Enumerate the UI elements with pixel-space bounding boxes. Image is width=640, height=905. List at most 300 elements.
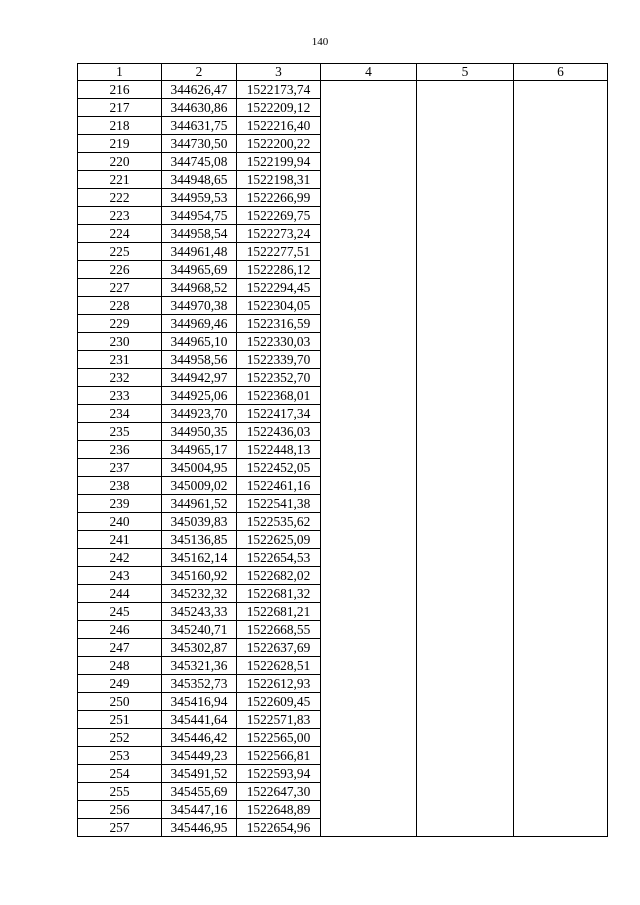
table-row bbox=[78, 405, 608, 423]
table-row bbox=[78, 423, 608, 441]
point-number-cell: 229 bbox=[78, 315, 162, 333]
y-coordinate-cell: 1522625,09 bbox=[237, 531, 321, 549]
empty-cell bbox=[417, 81, 514, 99]
point-number-cell: 223 bbox=[78, 207, 162, 225]
y-coordinate-cell: 1522452,05 bbox=[237, 459, 321, 477]
table-row bbox=[78, 549, 608, 567]
point-number-cell: 228 bbox=[78, 297, 162, 315]
y-coordinate-cell: 1522417,34 bbox=[237, 405, 321, 423]
point-number-cell: 244 bbox=[78, 585, 162, 603]
point-number-cell: 218 bbox=[78, 117, 162, 135]
empty-cell bbox=[514, 585, 608, 603]
empty-cell bbox=[321, 333, 417, 351]
point-number-cell: 216 bbox=[78, 81, 162, 99]
empty-cell bbox=[417, 387, 514, 405]
empty-cell bbox=[321, 477, 417, 495]
empty-cell bbox=[417, 243, 514, 261]
empty-cell bbox=[417, 117, 514, 135]
x-coordinate-cell: 345240,71 bbox=[162, 621, 237, 639]
point-number-cell: 246 bbox=[78, 621, 162, 639]
empty-cell bbox=[514, 351, 608, 369]
x-coordinate-cell: 344958,56 bbox=[162, 351, 237, 369]
y-coordinate-cell: 1522681,32 bbox=[237, 585, 321, 603]
table-body bbox=[78, 81, 608, 837]
empty-cell bbox=[417, 207, 514, 225]
y-coordinate-cell: 1522330,03 bbox=[237, 333, 321, 351]
y-coordinate-cell: 1522647,30 bbox=[237, 783, 321, 801]
empty-cell bbox=[417, 783, 514, 801]
empty-cell bbox=[321, 747, 417, 765]
empty-cell bbox=[417, 711, 514, 729]
empty-cell bbox=[321, 207, 417, 225]
empty-cell bbox=[514, 225, 608, 243]
table-row bbox=[78, 135, 608, 153]
empty-cell bbox=[417, 225, 514, 243]
empty-cell bbox=[514, 675, 608, 693]
table-row bbox=[78, 621, 608, 639]
empty-cell bbox=[417, 423, 514, 441]
empty-cell bbox=[514, 549, 608, 567]
y-coordinate-cell: 1522173,74 bbox=[237, 81, 321, 99]
y-coordinate-cell: 1522286,12 bbox=[237, 261, 321, 279]
y-coordinate-cell: 1522209,12 bbox=[237, 99, 321, 117]
table-row bbox=[78, 693, 608, 711]
empty-cell bbox=[321, 783, 417, 801]
x-coordinate-cell: 344968,52 bbox=[162, 279, 237, 297]
x-coordinate-cell: 345446,42 bbox=[162, 729, 237, 747]
y-coordinate-cell: 1522461,16 bbox=[237, 477, 321, 495]
point-number-cell: 249 bbox=[78, 675, 162, 693]
empty-cell bbox=[417, 675, 514, 693]
empty-cell bbox=[321, 657, 417, 675]
point-number-cell: 243 bbox=[78, 567, 162, 585]
empty-cell bbox=[321, 459, 417, 477]
point-number-cell: 230 bbox=[78, 333, 162, 351]
empty-cell bbox=[321, 135, 417, 153]
x-coordinate-cell: 345491,52 bbox=[162, 765, 237, 783]
point-number-cell: 242 bbox=[78, 549, 162, 567]
empty-cell bbox=[321, 495, 417, 513]
table-row bbox=[78, 801, 608, 819]
empty-cell bbox=[514, 783, 608, 801]
y-coordinate-cell: 1522654,53 bbox=[237, 549, 321, 567]
empty-cell bbox=[514, 531, 608, 549]
empty-cell bbox=[417, 99, 514, 117]
table-row bbox=[78, 477, 608, 495]
table-row bbox=[78, 261, 608, 279]
empty-cell bbox=[321, 801, 417, 819]
empty-cell bbox=[417, 567, 514, 585]
table-row bbox=[78, 315, 608, 333]
y-coordinate-cell: 1522612,93 bbox=[237, 675, 321, 693]
column-header-5: 5 bbox=[417, 64, 514, 81]
empty-cell bbox=[417, 315, 514, 333]
y-coordinate-cell: 1522535,62 bbox=[237, 513, 321, 531]
x-coordinate-cell: 345446,95 bbox=[162, 819, 237, 837]
y-coordinate-cell: 1522198,31 bbox=[237, 171, 321, 189]
empty-cell bbox=[321, 369, 417, 387]
empty-cell bbox=[514, 333, 608, 351]
x-coordinate-cell: 345352,73 bbox=[162, 675, 237, 693]
table-row bbox=[78, 117, 608, 135]
empty-cell bbox=[417, 333, 514, 351]
empty-cell bbox=[514, 477, 608, 495]
table-row bbox=[78, 819, 608, 837]
empty-cell bbox=[321, 387, 417, 405]
empty-cell bbox=[321, 189, 417, 207]
table-row bbox=[78, 279, 608, 297]
empty-cell bbox=[417, 693, 514, 711]
table-row bbox=[78, 171, 608, 189]
x-coordinate-cell: 344969,46 bbox=[162, 315, 237, 333]
x-coordinate-cell: 345243,33 bbox=[162, 603, 237, 621]
x-coordinate-cell: 344630,86 bbox=[162, 99, 237, 117]
y-coordinate-cell: 1522593,94 bbox=[237, 765, 321, 783]
table-row bbox=[78, 495, 608, 513]
point-number-cell: 254 bbox=[78, 765, 162, 783]
empty-cell bbox=[417, 639, 514, 657]
x-coordinate-cell: 344942,97 bbox=[162, 369, 237, 387]
empty-cell bbox=[417, 765, 514, 783]
table-row bbox=[78, 333, 608, 351]
empty-cell bbox=[321, 765, 417, 783]
empty-cell bbox=[514, 747, 608, 765]
y-coordinate-cell: 1522273,24 bbox=[237, 225, 321, 243]
empty-cell bbox=[514, 315, 608, 333]
point-number-cell: 239 bbox=[78, 495, 162, 513]
empty-cell bbox=[514, 135, 608, 153]
y-coordinate-cell: 1522304,05 bbox=[237, 297, 321, 315]
empty-cell bbox=[514, 171, 608, 189]
table-row bbox=[78, 369, 608, 387]
point-number-cell: 217 bbox=[78, 99, 162, 117]
empty-cell bbox=[514, 657, 608, 675]
point-number-cell: 222 bbox=[78, 189, 162, 207]
y-coordinate-cell: 1522609,45 bbox=[237, 693, 321, 711]
point-number-cell: 226 bbox=[78, 261, 162, 279]
table-row bbox=[78, 675, 608, 693]
empty-cell bbox=[514, 765, 608, 783]
empty-cell bbox=[514, 81, 608, 99]
empty-cell bbox=[417, 351, 514, 369]
x-coordinate-cell: 344954,75 bbox=[162, 207, 237, 225]
point-number-cell: 245 bbox=[78, 603, 162, 621]
x-coordinate-cell: 344959,53 bbox=[162, 189, 237, 207]
point-number-cell: 247 bbox=[78, 639, 162, 657]
empty-cell bbox=[417, 297, 514, 315]
table-row bbox=[78, 765, 608, 783]
y-coordinate-cell: 1522541,38 bbox=[237, 495, 321, 513]
x-coordinate-cell: 345447,16 bbox=[162, 801, 237, 819]
empty-cell bbox=[417, 801, 514, 819]
empty-cell bbox=[321, 261, 417, 279]
empty-cell bbox=[514, 495, 608, 513]
empty-cell bbox=[321, 99, 417, 117]
x-coordinate-cell: 345416,94 bbox=[162, 693, 237, 711]
table-row bbox=[78, 531, 608, 549]
point-number-cell: 256 bbox=[78, 801, 162, 819]
y-coordinate-cell: 1522339,70 bbox=[237, 351, 321, 369]
empty-cell bbox=[514, 441, 608, 459]
table-row bbox=[78, 153, 608, 171]
point-number-cell: 220 bbox=[78, 153, 162, 171]
x-coordinate-cell: 344631,75 bbox=[162, 117, 237, 135]
empty-cell bbox=[417, 531, 514, 549]
x-coordinate-cell: 344923,70 bbox=[162, 405, 237, 423]
empty-cell bbox=[514, 189, 608, 207]
empty-cell bbox=[417, 441, 514, 459]
column-header-4: 4 bbox=[321, 64, 417, 81]
table-row bbox=[78, 459, 608, 477]
table-row bbox=[78, 513, 608, 531]
empty-cell bbox=[417, 657, 514, 675]
point-number-cell: 221 bbox=[78, 171, 162, 189]
y-coordinate-cell: 1522682,02 bbox=[237, 567, 321, 585]
empty-cell bbox=[514, 459, 608, 477]
empty-cell bbox=[514, 279, 608, 297]
point-number-cell: 224 bbox=[78, 225, 162, 243]
point-number-cell: 225 bbox=[78, 243, 162, 261]
x-coordinate-cell: 344948,65 bbox=[162, 171, 237, 189]
table-row bbox=[78, 729, 608, 747]
point-number-cell: 257 bbox=[78, 819, 162, 837]
column-header-1: 1 bbox=[78, 64, 162, 81]
table-row bbox=[78, 297, 608, 315]
table-row bbox=[78, 81, 608, 99]
empty-cell bbox=[514, 423, 608, 441]
empty-cell bbox=[417, 549, 514, 567]
y-coordinate-cell: 1522368,01 bbox=[237, 387, 321, 405]
empty-cell bbox=[321, 315, 417, 333]
x-coordinate-cell: 345321,36 bbox=[162, 657, 237, 675]
table-row bbox=[78, 351, 608, 369]
y-coordinate-cell: 1522566,81 bbox=[237, 747, 321, 765]
empty-cell bbox=[417, 135, 514, 153]
table-row bbox=[78, 567, 608, 585]
empty-cell bbox=[514, 261, 608, 279]
empty-cell bbox=[514, 405, 608, 423]
x-coordinate-cell: 345449,23 bbox=[162, 747, 237, 765]
table-row bbox=[78, 585, 608, 603]
empty-cell bbox=[417, 369, 514, 387]
x-coordinate-cell: 345302,87 bbox=[162, 639, 237, 657]
empty-cell bbox=[514, 729, 608, 747]
empty-cell bbox=[321, 819, 417, 837]
empty-cell bbox=[514, 639, 608, 657]
table-row bbox=[78, 747, 608, 765]
table-row bbox=[78, 441, 608, 459]
empty-cell bbox=[514, 621, 608, 639]
empty-cell bbox=[514, 99, 608, 117]
empty-cell bbox=[514, 243, 608, 261]
x-coordinate-cell: 345039,83 bbox=[162, 513, 237, 531]
empty-cell bbox=[417, 747, 514, 765]
empty-cell bbox=[321, 693, 417, 711]
empty-cell bbox=[417, 171, 514, 189]
y-coordinate-cell: 1522294,45 bbox=[237, 279, 321, 297]
empty-cell bbox=[417, 495, 514, 513]
empty-cell bbox=[321, 639, 417, 657]
point-number-cell: 236 bbox=[78, 441, 162, 459]
empty-cell bbox=[321, 171, 417, 189]
page-number: 140 bbox=[311, 36, 329, 48]
table-row bbox=[78, 639, 608, 657]
point-number-cell: 219 bbox=[78, 135, 162, 153]
table-row bbox=[78, 711, 608, 729]
point-number-cell: 237 bbox=[78, 459, 162, 477]
empty-cell bbox=[321, 729, 417, 747]
point-number-cell: 232 bbox=[78, 369, 162, 387]
table-row bbox=[78, 657, 608, 675]
y-coordinate-cell: 1522571,83 bbox=[237, 711, 321, 729]
y-coordinate-cell: 1522266,99 bbox=[237, 189, 321, 207]
x-coordinate-cell: 344961,48 bbox=[162, 243, 237, 261]
x-coordinate-cell: 345004,95 bbox=[162, 459, 237, 477]
x-coordinate-cell: 344961,52 bbox=[162, 495, 237, 513]
x-coordinate-cell: 345441,64 bbox=[162, 711, 237, 729]
x-coordinate-cell: 345232,32 bbox=[162, 585, 237, 603]
empty-cell bbox=[514, 819, 608, 837]
empty-cell bbox=[417, 585, 514, 603]
x-coordinate-cell: 344925,06 bbox=[162, 387, 237, 405]
x-coordinate-cell: 345162,14 bbox=[162, 549, 237, 567]
point-number-cell: 227 bbox=[78, 279, 162, 297]
empty-cell bbox=[514, 117, 608, 135]
column-header-3: 3 bbox=[237, 64, 321, 81]
empty-cell bbox=[417, 261, 514, 279]
point-number-cell: 240 bbox=[78, 513, 162, 531]
empty-cell bbox=[417, 621, 514, 639]
y-coordinate-cell: 1522216,40 bbox=[237, 117, 321, 135]
x-coordinate-cell: 345136,85 bbox=[162, 531, 237, 549]
empty-cell bbox=[321, 567, 417, 585]
column-header-2: 2 bbox=[162, 64, 237, 81]
empty-cell bbox=[321, 603, 417, 621]
y-coordinate-cell: 1522199,94 bbox=[237, 153, 321, 171]
point-number-cell: 231 bbox=[78, 351, 162, 369]
empty-cell bbox=[417, 477, 514, 495]
point-number-cell: 250 bbox=[78, 693, 162, 711]
empty-cell bbox=[321, 585, 417, 603]
point-number-cell: 233 bbox=[78, 387, 162, 405]
table-row bbox=[78, 603, 608, 621]
empty-cell bbox=[417, 513, 514, 531]
empty-cell bbox=[514, 369, 608, 387]
empty-cell bbox=[514, 567, 608, 585]
x-coordinate-cell: 344626,47 bbox=[162, 81, 237, 99]
y-coordinate-cell: 1522648,89 bbox=[237, 801, 321, 819]
y-coordinate-cell: 1522200,22 bbox=[237, 135, 321, 153]
y-coordinate-cell: 1522277,51 bbox=[237, 243, 321, 261]
table-row bbox=[78, 189, 608, 207]
point-number-cell: 235 bbox=[78, 423, 162, 441]
empty-cell bbox=[321, 549, 417, 567]
table-row bbox=[78, 783, 608, 801]
empty-cell bbox=[514, 153, 608, 171]
empty-cell bbox=[321, 243, 417, 261]
empty-cell bbox=[321, 279, 417, 297]
empty-cell bbox=[321, 153, 417, 171]
empty-cell bbox=[321, 405, 417, 423]
coordinates-table bbox=[77, 63, 608, 837]
y-coordinate-cell: 1522269,75 bbox=[237, 207, 321, 225]
empty-cell bbox=[321, 441, 417, 459]
point-number-cell: 255 bbox=[78, 783, 162, 801]
x-coordinate-cell: 345455,69 bbox=[162, 783, 237, 801]
y-coordinate-cell: 1522436,03 bbox=[237, 423, 321, 441]
x-coordinate-cell: 344970,38 bbox=[162, 297, 237, 315]
empty-cell bbox=[321, 531, 417, 549]
x-coordinate-cell: 344950,35 bbox=[162, 423, 237, 441]
y-coordinate-cell: 1522316,59 bbox=[237, 315, 321, 333]
table-row bbox=[78, 99, 608, 117]
empty-cell bbox=[514, 801, 608, 819]
y-coordinate-cell: 1522637,69 bbox=[237, 639, 321, 657]
point-number-cell: 234 bbox=[78, 405, 162, 423]
y-coordinate-cell: 1522565,00 bbox=[237, 729, 321, 747]
empty-cell bbox=[321, 621, 417, 639]
empty-cell bbox=[514, 387, 608, 405]
empty-cell bbox=[321, 513, 417, 531]
table-row bbox=[78, 243, 608, 261]
table-row bbox=[78, 225, 608, 243]
table-row bbox=[78, 207, 608, 225]
point-number-cell: 241 bbox=[78, 531, 162, 549]
empty-cell bbox=[321, 225, 417, 243]
table-header-row bbox=[78, 64, 608, 81]
empty-cell bbox=[514, 207, 608, 225]
x-coordinate-cell: 345160,92 bbox=[162, 567, 237, 585]
x-coordinate-cell: 344958,54 bbox=[162, 225, 237, 243]
point-number-cell: 248 bbox=[78, 657, 162, 675]
empty-cell bbox=[321, 351, 417, 369]
empty-cell bbox=[321, 675, 417, 693]
empty-cell bbox=[514, 711, 608, 729]
empty-cell bbox=[514, 603, 608, 621]
empty-cell bbox=[321, 117, 417, 135]
empty-cell bbox=[321, 711, 417, 729]
y-coordinate-cell: 1522668,55 bbox=[237, 621, 321, 639]
empty-cell bbox=[321, 297, 417, 315]
empty-cell bbox=[514, 693, 608, 711]
point-number-cell: 252 bbox=[78, 729, 162, 747]
x-coordinate-cell: 344965,10 bbox=[162, 333, 237, 351]
empty-cell bbox=[417, 279, 514, 297]
empty-cell bbox=[514, 297, 608, 315]
point-number-cell: 251 bbox=[78, 711, 162, 729]
x-coordinate-cell: 344745,08 bbox=[162, 153, 237, 171]
y-coordinate-cell: 1522448,13 bbox=[237, 441, 321, 459]
empty-cell bbox=[417, 405, 514, 423]
empty-cell bbox=[417, 153, 514, 171]
y-coordinate-cell: 1522654,96 bbox=[237, 819, 321, 837]
point-number-cell: 238 bbox=[78, 477, 162, 495]
x-coordinate-cell: 344965,69 bbox=[162, 261, 237, 279]
empty-cell bbox=[417, 603, 514, 621]
y-coordinate-cell: 1522681,21 bbox=[237, 603, 321, 621]
column-header-6: 6 bbox=[514, 64, 608, 81]
empty-cell bbox=[417, 729, 514, 747]
table-row bbox=[78, 387, 608, 405]
empty-cell bbox=[417, 189, 514, 207]
x-coordinate-cell: 344730,50 bbox=[162, 135, 237, 153]
x-coordinate-cell: 345009,02 bbox=[162, 477, 237, 495]
y-coordinate-cell: 1522628,51 bbox=[237, 657, 321, 675]
point-number-cell: 253 bbox=[78, 747, 162, 765]
empty-cell bbox=[321, 423, 417, 441]
y-coordinate-cell: 1522352,70 bbox=[237, 369, 321, 387]
empty-cell bbox=[417, 819, 514, 837]
